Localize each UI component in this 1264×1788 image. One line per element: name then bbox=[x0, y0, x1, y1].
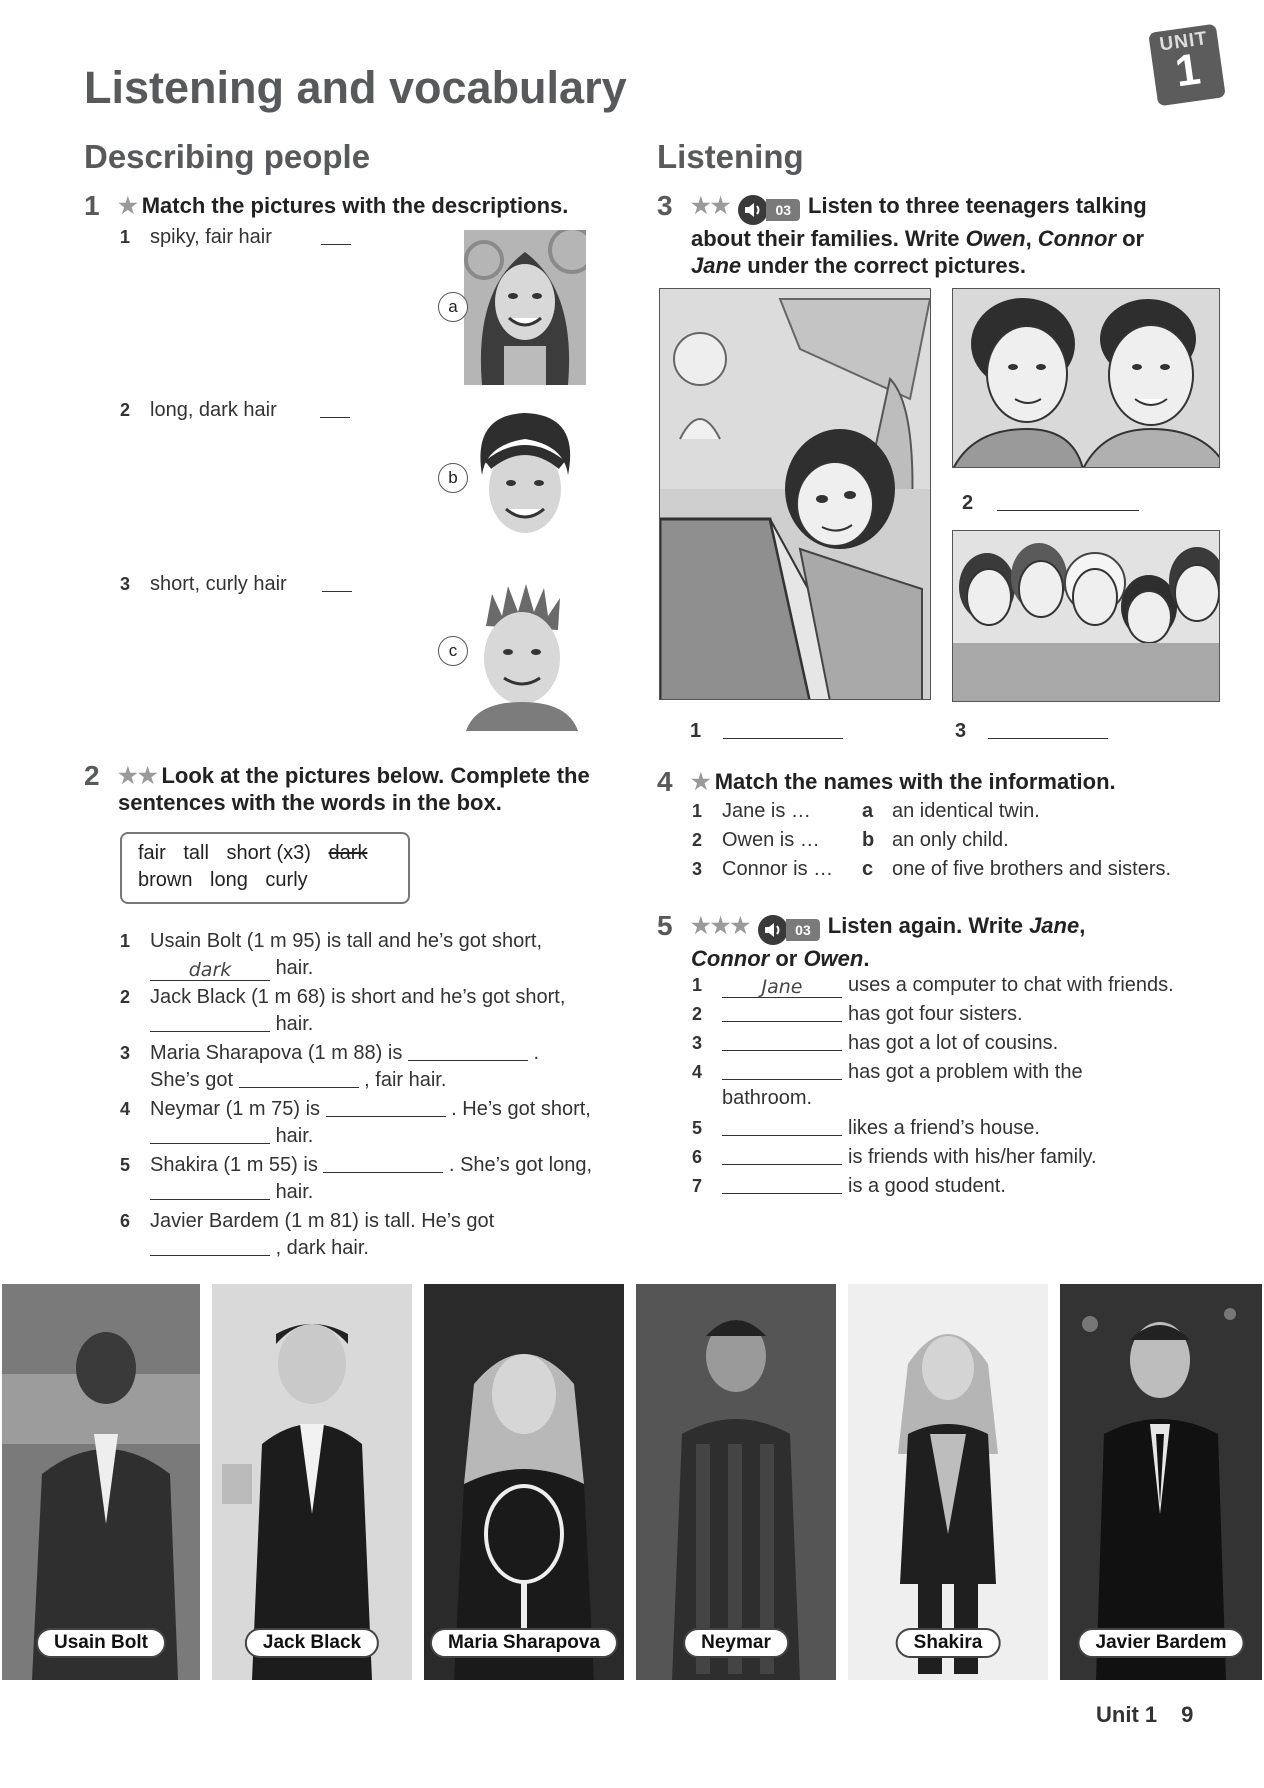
exercise-5-item: 1 Jane uses a computer to chat with friends. bbox=[692, 974, 1174, 998]
answer-blank[interactable] bbox=[722, 1062, 842, 1080]
word-box-word-used: dark bbox=[328, 842, 368, 864]
answer-blank[interactable] bbox=[722, 1033, 842, 1051]
exercise-2-item: 4 Neymar (1 m 75) is . He’s got short, bbox=[120, 1098, 591, 1120]
example-answer: Jane bbox=[722, 977, 842, 998]
cartoon-twin-brothers bbox=[952, 288, 1220, 468]
celebrity-name-label: Javier Bardem bbox=[1078, 1628, 1245, 1658]
exercise-1-heading bbox=[84, 192, 604, 220]
answer-blank[interactable] bbox=[722, 1176, 842, 1194]
page-title: Listening and vocabulary bbox=[84, 62, 627, 113]
exercise-5-item: 7 is a good student. bbox=[692, 1175, 1006, 1197]
exercise-2-item-line2: hair. bbox=[150, 1179, 313, 1206]
example-answer: dark bbox=[150, 960, 270, 981]
unit-badge-number: 1 bbox=[1172, 44, 1204, 97]
exercise-3-heading: 3 ★★ 03 Listen to three teenagers talking about their families. Write Owen, Connor or Jane under the correct pictures. bbox=[657, 190, 1147, 278]
speaker-icon bbox=[758, 915, 788, 945]
girl-photo bbox=[464, 230, 586, 385]
section-title-listening: Listening bbox=[657, 138, 804, 175]
exercise-2-item-line2: She’s got , fair hair. bbox=[150, 1069, 447, 1091]
exercise-5-item: 4 has got a problem with the bbox=[692, 1061, 1083, 1083]
footer-unit: Unit 1 bbox=[1096, 1702, 1158, 1727]
exercise-2-item: 6 Javier Bardem (1 m 81) is tall. He’s got bbox=[120, 1210, 495, 1232]
page-number: 9 bbox=[1181, 1702, 1194, 1727]
exercise-5-item: 6 is friends with his/her family. bbox=[692, 1146, 1097, 1168]
exercise-number: 3 bbox=[657, 190, 673, 221]
celebrity-name-label: Shakira bbox=[896, 1628, 1001, 1658]
boy-spiky-hair-photo bbox=[456, 576, 586, 731]
answer-blank[interactable] bbox=[326, 1099, 446, 1117]
picture-label-c: c bbox=[438, 636, 468, 666]
answer-blank[interactable] bbox=[150, 1182, 270, 1200]
exercise-5-item-continuation: bathroom. bbox=[722, 1087, 813, 1109]
answer-blank[interactable] bbox=[239, 1070, 359, 1088]
unit-badge bbox=[1148, 24, 1226, 107]
star-icon: ★★ bbox=[691, 193, 731, 218]
exercise-2-item: 2 Jack Black (1 m 68) is short and he’s got short, bbox=[120, 986, 566, 1008]
word-box-word: curly bbox=[265, 869, 308, 891]
exercise-2-item-line2: , dark hair. bbox=[150, 1235, 369, 1262]
answer-blank[interactable] bbox=[722, 1118, 842, 1136]
picture-3-label: 3 bbox=[955, 718, 1108, 745]
celebrity-name-label: Neymar bbox=[683, 1628, 789, 1658]
answer-blank[interactable] bbox=[997, 493, 1139, 511]
track-number: 03 bbox=[786, 919, 820, 941]
exercise-5-heading: 5 ★★★ 03 Listen again. Write Jane, Connor or Owen. bbox=[657, 910, 1086, 971]
star-icon: ★★★ bbox=[691, 913, 751, 938]
answer-blank[interactable] bbox=[723, 721, 843, 739]
match-row: 1 Jane is … a an identical twin. bbox=[692, 800, 1040, 822]
cartoon-five-siblings bbox=[952, 530, 1220, 702]
picture-1-label: 1 bbox=[690, 718, 843, 745]
exercise-2-item-line2: hair. bbox=[150, 1123, 313, 1150]
answer-blank[interactable] bbox=[150, 1014, 270, 1032]
picture-2-label: 2 bbox=[962, 490, 1139, 517]
word-box-word: short (x3) bbox=[226, 842, 311, 864]
answer-blank[interactable] bbox=[408, 1043, 528, 1061]
audio-track-button[interactable] bbox=[758, 915, 820, 945]
section-title-describing-people: Describing people bbox=[84, 138, 371, 175]
answer-blank[interactable] bbox=[320, 400, 350, 418]
exercise-4-heading: 4 ★ Match the names with the information. bbox=[657, 766, 1116, 797]
cartoon-girl-laptop bbox=[659, 288, 931, 700]
star-icon: ★ bbox=[118, 193, 138, 218]
answer-blank[interactable] bbox=[150, 1238, 270, 1256]
celebrity-photo-maria-sharapova bbox=[424, 1284, 624, 1680]
track-number: 03 bbox=[766, 199, 800, 221]
word-box-word: tall bbox=[183, 842, 209, 864]
exercise-number: 2 bbox=[84, 760, 100, 791]
picture-label-a: a bbox=[438, 292, 468, 322]
exercise-2-item: 5 Shakira (1 m 55) is . She’s got long, bbox=[120, 1154, 593, 1176]
page-footer bbox=[1096, 1702, 1193, 1728]
exercise-5-item: 5 likes a friend’s house. bbox=[692, 1117, 1040, 1139]
celebrity-name-label: Maria Sharapova bbox=[430, 1628, 618, 1658]
unit-badge-label: UNIT bbox=[1158, 27, 1210, 56]
answer-blank[interactable] bbox=[323, 1155, 443, 1173]
celebrity-photo-javier-bardem bbox=[1060, 1284, 1262, 1680]
exercise-2-item-line2: dark hair. bbox=[150, 955, 313, 982]
answer-blank[interactable] bbox=[722, 1004, 842, 1022]
answer-blank[interactable] bbox=[988, 721, 1108, 739]
exercise-5-item: 2 has got four sisters. bbox=[692, 1003, 1023, 1025]
exercise-number: 5 bbox=[657, 910, 673, 941]
answer-blank[interactable] bbox=[150, 1126, 270, 1144]
exercise-1-item: 1 spiky, fair hair bbox=[120, 224, 351, 251]
match-row: 2 Owen is … b an only child. bbox=[692, 829, 1009, 851]
exercise-2-item: 3 Maria Sharapova (1 m 88) is . bbox=[120, 1042, 540, 1064]
picture-label-b: b bbox=[438, 463, 468, 493]
exercise-2-item: 1 Usain Bolt (1 m 95) is tall and he’s got short, bbox=[120, 930, 543, 952]
exercise-2-item-line2: hair. bbox=[150, 1011, 313, 1038]
celebrity-photo-jack-black bbox=[212, 1284, 412, 1680]
celebrity-photo-usain-bolt bbox=[2, 1284, 200, 1680]
exercise-1-instruction: Match the pictures with the descriptions. bbox=[141, 193, 569, 218]
celebrity-photo-shakira bbox=[848, 1284, 1048, 1680]
word-box-word: long bbox=[210, 869, 248, 891]
answer-blank[interactable] bbox=[722, 1147, 842, 1165]
speaker-icon bbox=[738, 195, 768, 225]
word-box bbox=[120, 832, 410, 904]
word-box-word: brown bbox=[138, 869, 193, 891]
match-row: 3 Connor is … c one of five brothers and sisters. bbox=[692, 858, 1172, 880]
exercise-number: 1 bbox=[84, 190, 100, 221]
audio-track-button[interactable] bbox=[738, 195, 800, 225]
answer-blank[interactable] bbox=[321, 227, 351, 245]
exercise-1-item: 3 short, curly hair bbox=[120, 571, 352, 598]
word-box-word: fair bbox=[138, 842, 166, 864]
answer-blank[interactable] bbox=[322, 574, 352, 592]
exercise-2-heading: 2 ★★ Look at the pictures below. Complete the sentences with the words in the box. bbox=[84, 760, 590, 815]
celebrity-name-label: Jack Black bbox=[245, 1628, 379, 1658]
exercise-number: 4 bbox=[657, 766, 673, 797]
boy-curly-hair-photo bbox=[464, 405, 586, 557]
exercise-5-item: 3 has got a lot of cousins. bbox=[692, 1032, 1059, 1054]
celebrity-name-label: Usain Bolt bbox=[36, 1628, 166, 1658]
star-icon: ★★ bbox=[118, 763, 158, 788]
celebrity-photo-neymar bbox=[636, 1284, 836, 1680]
star-icon: ★ bbox=[691, 769, 711, 794]
exercise-1-item: 2 long, dark hair bbox=[120, 397, 350, 424]
